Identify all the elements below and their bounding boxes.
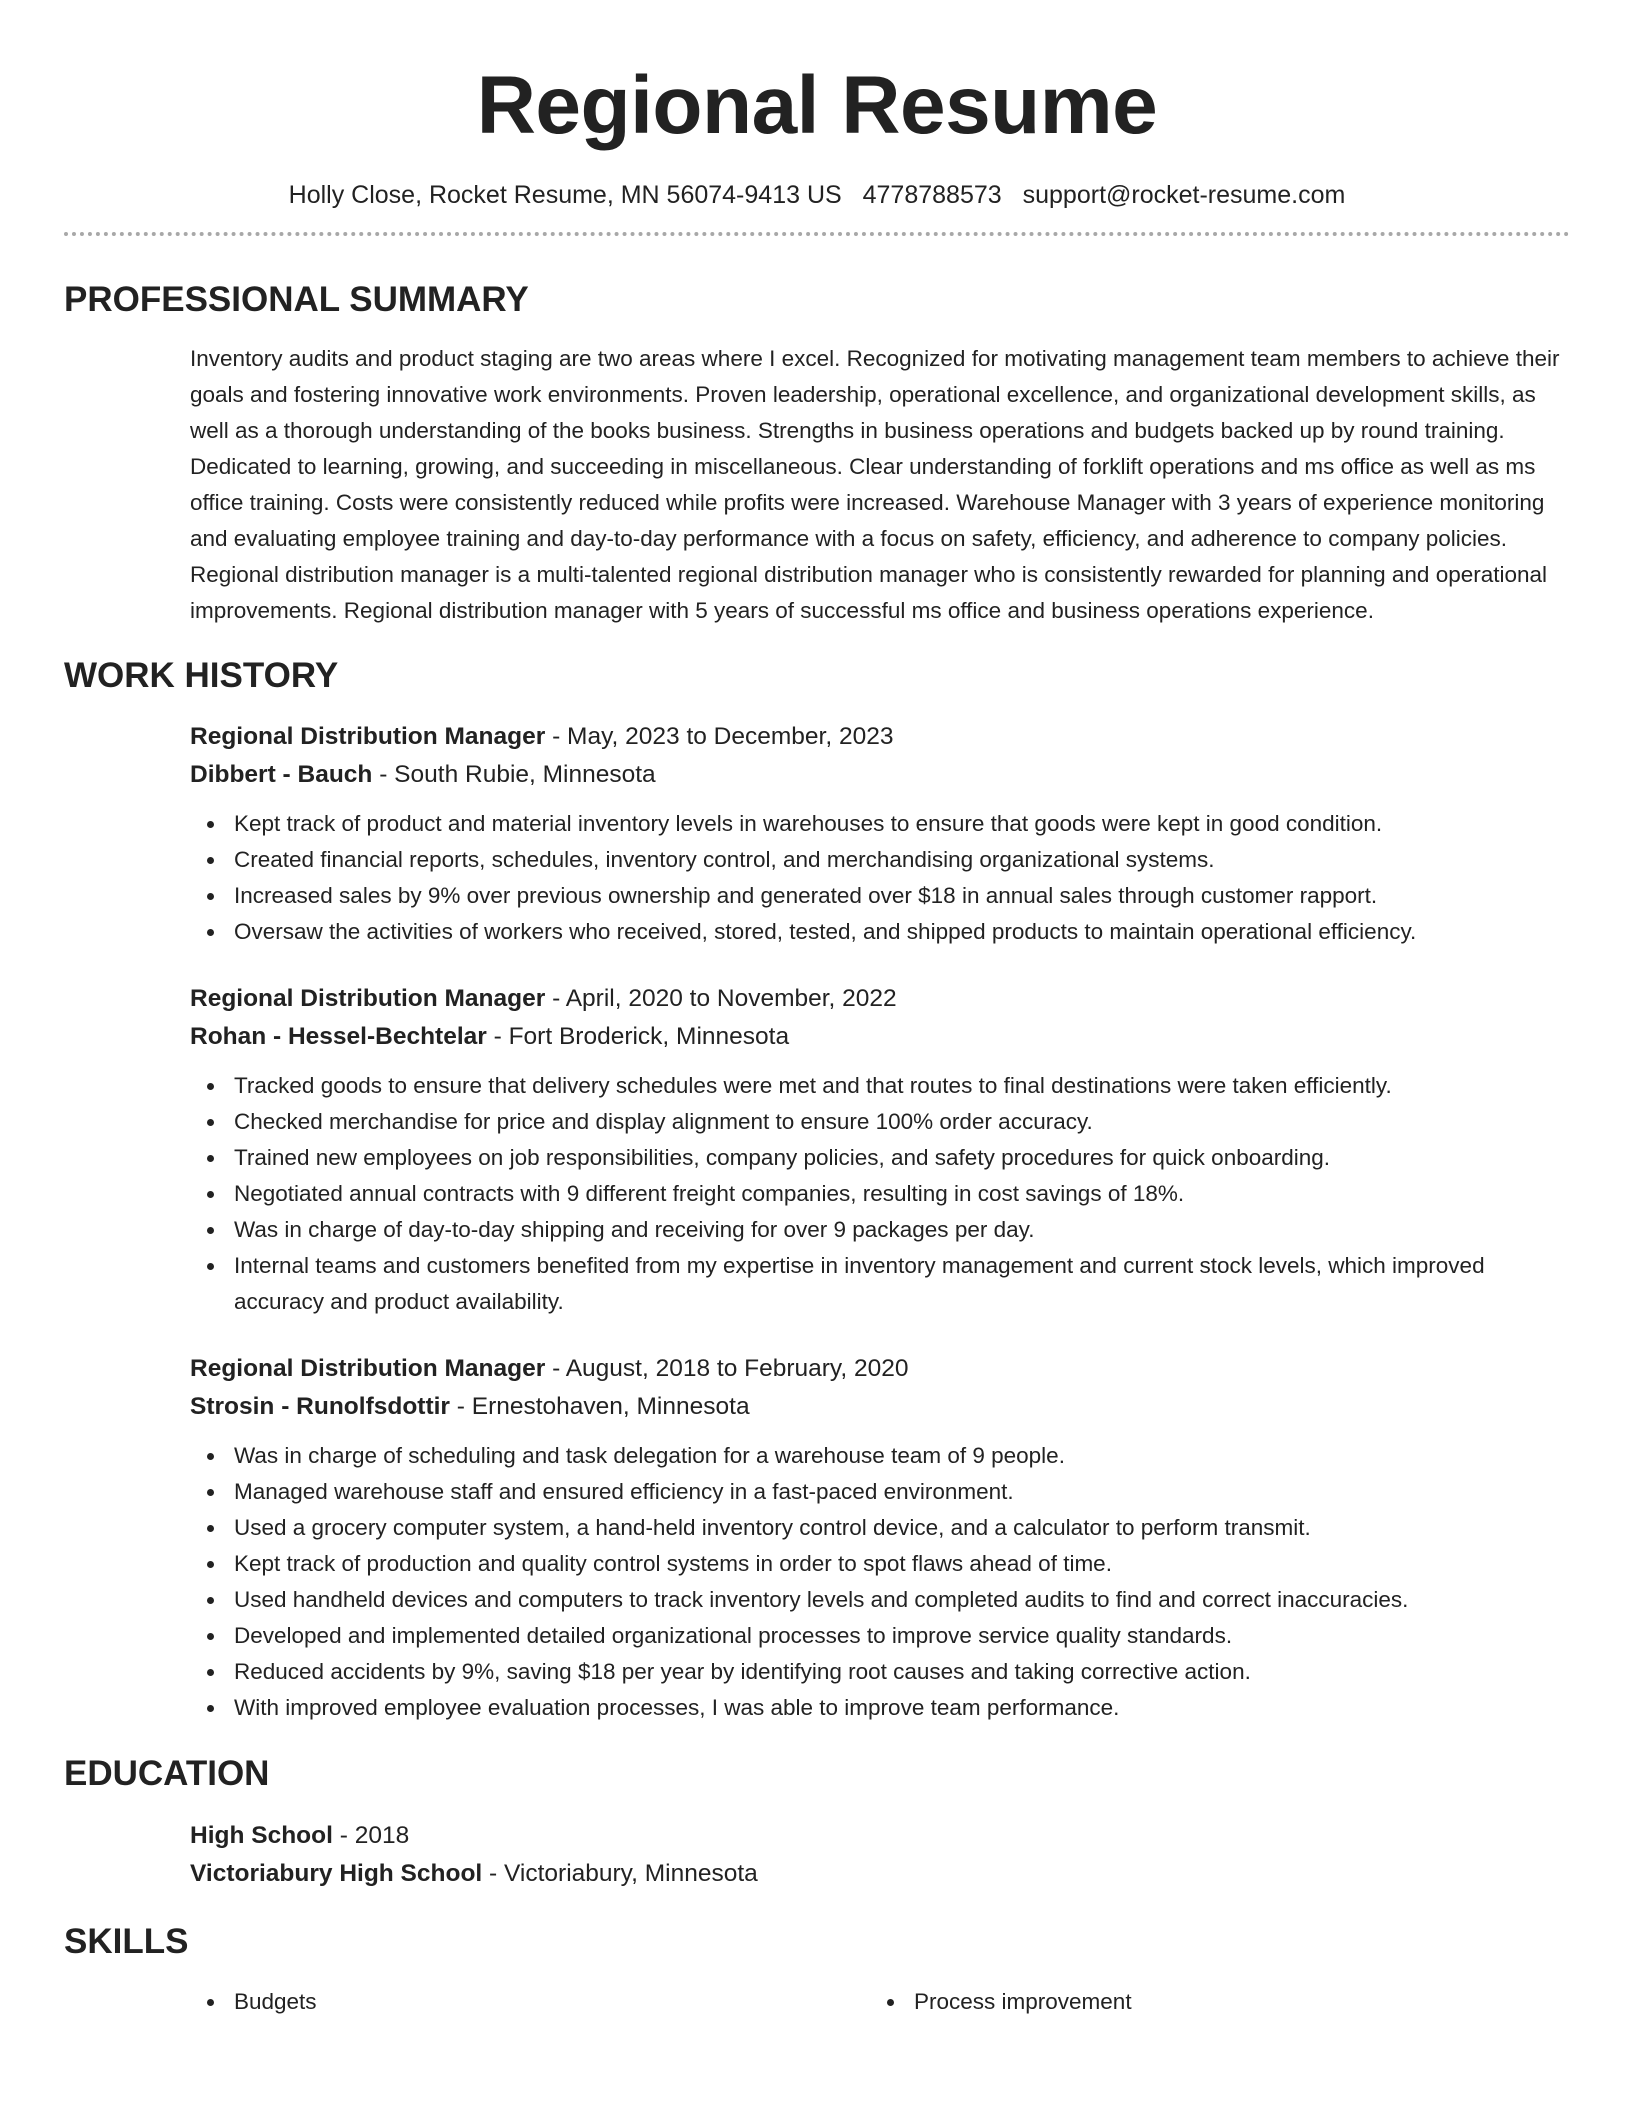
job-bullet: Internal teams and customers benefited from my expertise in inventory management and current stock levels, which improved accuracy and product availability. xyxy=(234,1248,1570,1320)
job-company-line xyxy=(190,756,1570,794)
job-dates: - August, 2018 to February, 2020 xyxy=(545,1355,909,1382)
job-dates: - April, 2020 to November, 2022 xyxy=(545,985,897,1012)
job-company: Rohan - Hessel-Bechtelar xyxy=(190,1023,487,1050)
skill-item: Process improvement xyxy=(914,1984,1594,2020)
job-bullet: Increased sales by 9% over previous ownership and generated over $18 in annual sales through customer rapport. xyxy=(234,878,1570,914)
job-company: Dibbert - Bauch xyxy=(190,761,373,788)
job-dates: - May, 2023 to December, 2023 xyxy=(545,723,894,750)
education-school-line xyxy=(190,1855,1570,1893)
job-bullet: Checked merchandise for price and display alignment to ensure 100% order accuracy. xyxy=(234,1104,1570,1140)
job-company-line xyxy=(190,1018,1570,1056)
education-degree: High School xyxy=(190,1822,333,1849)
resume-page xyxy=(64,0,1570,2036)
contact-address: Holly Close, Rocket Resume, MN 56074-9413 US xyxy=(288,181,842,209)
job-bullet: Used handheld devices and computers to track inventory levels and completed audits to find and correct inaccuracies. xyxy=(234,1582,1570,1618)
job-bullet: Trained new employees on job responsibilities, company policies, and safety procedures for quick onboarding. xyxy=(234,1140,1570,1176)
education-location: - Victoriabury, Minnesota xyxy=(482,1860,758,1887)
job-bullet: Tracked goods to ensure that delivery schedules were met and that routes to final destinations were taken efficiently. xyxy=(234,1068,1570,1104)
job-title-line xyxy=(190,980,1570,1018)
education-year: - 2018 xyxy=(332,1822,410,1849)
job-bullet: Reduced accidents by 9%, saving $18 per year by identifying root causes and taking corrective action. xyxy=(234,1654,1570,1690)
work-history-heading: WORK HISTORY xyxy=(64,656,339,695)
job-bullet: With improved employee evaluation processes, I was able to improve team performance. xyxy=(234,1690,1570,1726)
job-bullet: Oversaw the activities of workers who received, stored, tested, and shipped products to maintain operational efficiency. xyxy=(234,914,1570,950)
job-bullets xyxy=(190,1068,1570,1320)
job-bullet: Negotiated annual contracts with 9 different freight companies, resulting in cost savings of 18%. xyxy=(234,1176,1570,1212)
job-bullet: Was in charge of scheduling and task delegation for a warehouse team of 9 people. xyxy=(234,1438,1570,1474)
job-title: Regional Distribution Manager xyxy=(190,723,546,750)
job-bullets xyxy=(190,806,1570,950)
job-entry xyxy=(190,1350,1570,1726)
job-title: Regional Distribution Manager xyxy=(190,1355,546,1382)
education-entry xyxy=(190,1817,1570,1893)
job-title-line xyxy=(190,1350,1570,1388)
job-bullet: Developed and implemented detailed organizational processes to improve service quality standards. xyxy=(234,1618,1570,1654)
education-heading: EDUCATION xyxy=(64,1754,270,1793)
job-bullet: Used a grocery computer system, a hand-held inventory control device, and a calculator to perform transmit. xyxy=(234,1510,1570,1546)
job-bullet: Kept track of product and material inventory levels in warehouses to ensure that goods were kept in good condition. xyxy=(234,806,1570,842)
contact-line xyxy=(64,180,1570,210)
education-degree-line xyxy=(190,1817,1570,1855)
summary-text: Inventory audits and product staging are two areas where I excel. Recognized for motivating management team members to achieve their goals and fostering innovative work environments. Proven leadership, operational excellence, and organizational development skills, as well as a thorough understanding of the books business. Strengths in business operations and budgets backed up by round training. Dedicated to learning, growing, and succeeding in miscellaneous. Clear understanding of forklift operations and ms office as well as ms office training. Costs were consistently reduced while profits were increased. Warehouse Manager with 3 years of experience monitoring and evaluating employee training and day-to-day performance with a focus on safety, efficiency, and adherence to company policies. Regional distribution manager is a multi-talented regional distribution manager who is consistently rewarded for planning and operational improvements. Regional distribution manager with 5 years of successful ms office and business operations experience. xyxy=(190,346,1560,623)
job-title: Regional Distribution Manager xyxy=(190,985,546,1012)
job-bullet: Created financial reports, schedules, inventory control, and merchandising organizational systems. xyxy=(234,842,1570,878)
resume-title: Regional Resume xyxy=(476,60,1158,151)
job-location: - South Rubie, Minnesota xyxy=(372,761,656,788)
job-bullet: Was in charge of day-to-day shipping and receiving for over 9 packages per day. xyxy=(234,1212,1570,1248)
job-location: - Ernestohaven, Minnesota xyxy=(449,1393,750,1420)
job-entry xyxy=(190,718,1570,950)
skills-heading: SKILLS xyxy=(64,1922,189,1961)
header-divider xyxy=(64,232,1570,236)
skills-list xyxy=(190,1984,1570,2020)
job-company: Strosin - Runolfsdottir xyxy=(190,1393,450,1420)
job-bullets xyxy=(190,1438,1570,1726)
summary-heading: PROFESSIONAL SUMMARY xyxy=(64,280,529,319)
contact-phone: 4778788573 xyxy=(862,181,1002,209)
job-location: - Fort Broderick, Minnesota xyxy=(486,1023,790,1050)
job-title-line xyxy=(190,718,1570,756)
job-company-line xyxy=(190,1388,1570,1426)
contact-email: support@rocket-resume.com xyxy=(1022,181,1346,209)
education-school: Victoriabury High School xyxy=(190,1860,483,1887)
job-bullet: Kept track of production and quality control systems in order to spot flaws ahead of time. xyxy=(234,1546,1570,1582)
job-entry xyxy=(190,980,1570,1320)
skill-item: Budgets xyxy=(234,1984,914,2020)
job-bullet: Managed warehouse staff and ensured efficiency in a fast-paced environment. xyxy=(234,1474,1570,1510)
